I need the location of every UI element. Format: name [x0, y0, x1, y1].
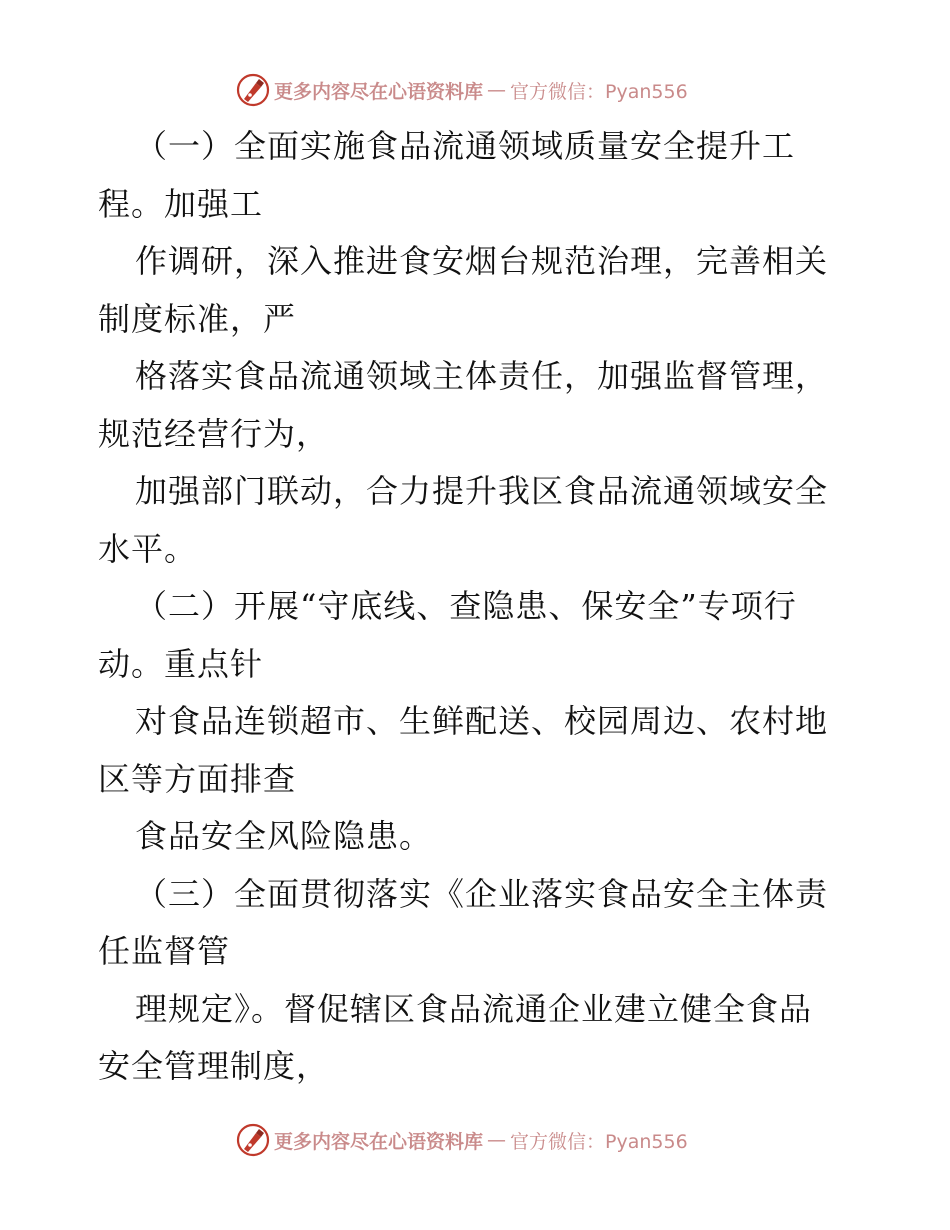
- document-body: [98, 118, 858, 1096]
- footer-watermark: [236, 1123, 688, 1157]
- pen-logo-icon: [236, 73, 270, 107]
- body-line: （三）全面贯彻落实《企业落实食品安全主体责: [135, 874, 829, 913]
- body-line: 程。加强工: [98, 184, 264, 223]
- body-line: 理规定》。督促辖区食品流通企业建立健全食品: [135, 989, 813, 1028]
- watermark-separator: —: [487, 1129, 507, 1151]
- watermark-brand-text: 更多内容尽在心语资料库: [274, 80, 484, 103]
- body-line: 对食品连锁超市、生鲜配送、校园周边、农村地: [135, 702, 829, 740]
- body-line: （一）全面实施食品流通领域质量安全提升工: [135, 127, 796, 165]
- watermark-contact-text: 官方微信：Pyan556: [510, 80, 688, 103]
- body-line: 动。重点针: [98, 644, 264, 683]
- body-line: 加强部门联动，合力提升我区食品流通领域安全: [135, 472, 829, 510]
- body-line: 水平。: [98, 529, 198, 568]
- watermark-contact-text: 官方微信：Pyan556: [510, 1130, 688, 1153]
- watermark-separator: —: [487, 79, 507, 101]
- watermark-brand-text: 更多内容尽在心语资料库: [274, 1130, 484, 1153]
- body-line: 制度标准，严: [98, 299, 297, 338]
- body-line: 区等方面排查: [98, 759, 297, 798]
- header-watermark: [236, 73, 688, 107]
- body-line: 食品安全风险隐患。: [135, 817, 433, 855]
- body-line: 作调研，深入推进食安烟台规范治理，完善相关: [135, 242, 829, 280]
- body-line: 规范经营行为，: [98, 414, 330, 453]
- body-line: 安全管理制度，: [98, 1047, 330, 1085]
- body-line: 任监督管: [98, 932, 231, 970]
- pen-logo-icon: [236, 1123, 270, 1157]
- body-line: 格落实食品流通领域主体责任，加强监督管理，: [135, 357, 829, 395]
- body-line: （二）开展“守底线、查隐患、保安全”专项行: [135, 587, 797, 625]
